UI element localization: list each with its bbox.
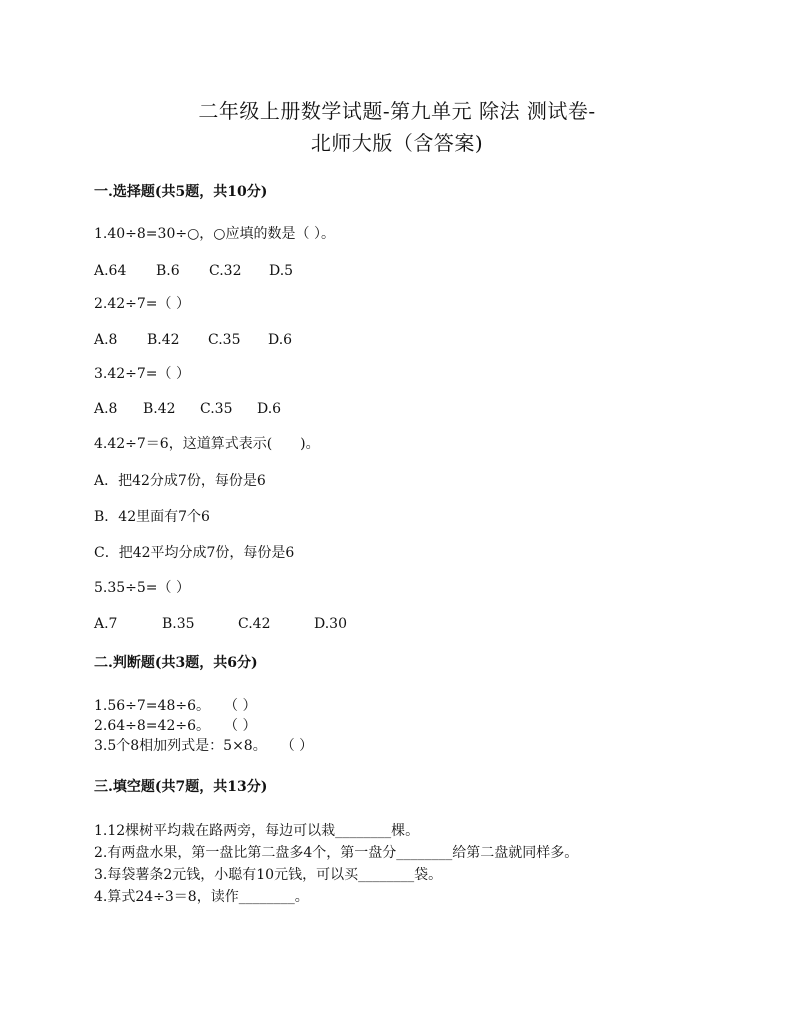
judgement-item-1: 1.56÷7=48÷6。 （ ） bbox=[94, 698, 257, 714]
question-1-option-d: D.5 bbox=[269, 263, 294, 279]
section-heading-fill-blank: 三.填空题(共7题，共13分) bbox=[94, 779, 268, 795]
judgement-item-3: 3.5个8相加列式是：5×8。 （ ） bbox=[94, 738, 314, 754]
question-5-option-c: C.42 bbox=[238, 616, 271, 632]
question-3-options bbox=[94, 400, 281, 418]
question-3-stem: 3.42÷7=（ ） bbox=[94, 366, 190, 382]
question-2-option-b: B.42 bbox=[147, 332, 180, 348]
fill-blank-item-2: 2.有两盘水果，第一盘比第二盘多4个，第一盘分________给第二盘就同样多。 bbox=[94, 845, 579, 861]
question-1-option-b: B.6 bbox=[156, 263, 180, 279]
question-5-option-b: B.35 bbox=[162, 616, 195, 632]
question-3-option-a: A.8 bbox=[94, 401, 118, 417]
fill-blank-item-1: 1.12棵树平均栽在路两旁，每边可以栽________棵。 bbox=[94, 823, 420, 839]
question-5-option-d: D.30 bbox=[314, 616, 347, 632]
question-4-stem: 4.42÷7＝6，这道算式表示( )。 bbox=[94, 436, 320, 452]
question-4-option-a: A．把42分成7份，每份是6 bbox=[94, 473, 266, 489]
fill-blank-item-3: 3.每袋薯条2元钱，小聪有10元钱，可以买________袋。 bbox=[94, 867, 443, 883]
question-3-option-d: D.6 bbox=[257, 401, 282, 417]
question-5-option-a: A.7 bbox=[94, 616, 118, 632]
question-2-options bbox=[94, 331, 292, 349]
question-1-option-c: C.32 bbox=[209, 263, 242, 279]
question-3-option-b: B.42 bbox=[143, 401, 176, 417]
question-2-stem: 2.42÷7=（ ） bbox=[94, 296, 190, 312]
question-1-options bbox=[94, 262, 293, 280]
section-heading-judgement: 二.判断题(共3题，共6分) bbox=[94, 655, 258, 671]
judgement-item-2: 2.64÷8=42÷6。 （ ） bbox=[94, 718, 257, 734]
question-5-stem: 5.35÷5=（ ） bbox=[94, 580, 190, 596]
question-2-option-d: D.6 bbox=[268, 332, 293, 348]
document-title-line-2: 北师大版（含答案) bbox=[310, 131, 484, 155]
question-4-option-c: C．把42平均分成7份，每份是6 bbox=[94, 545, 295, 561]
section-heading-choice: 一.选择题(共5题，共10分) bbox=[94, 184, 268, 200]
fill-blank-item-4: 4.算式24÷3＝8，读作________。 bbox=[94, 889, 309, 905]
question-4-option-b: B．42里面有7个6 bbox=[94, 509, 210, 525]
question-2-option-a: A.8 bbox=[94, 332, 118, 348]
question-3-option-c: C.35 bbox=[200, 401, 233, 417]
question-5-options bbox=[94, 615, 347, 633]
question-1-option-a: A.64 bbox=[94, 263, 127, 279]
question-1-stem: 1.40÷8=30÷○，○应填的数是（ ）。 bbox=[94, 226, 335, 242]
question-2-option-c: C.35 bbox=[208, 332, 241, 348]
document-title-line-1: 二年级上册数学试题-第九单元 除法 测试卷- bbox=[198, 99, 596, 123]
